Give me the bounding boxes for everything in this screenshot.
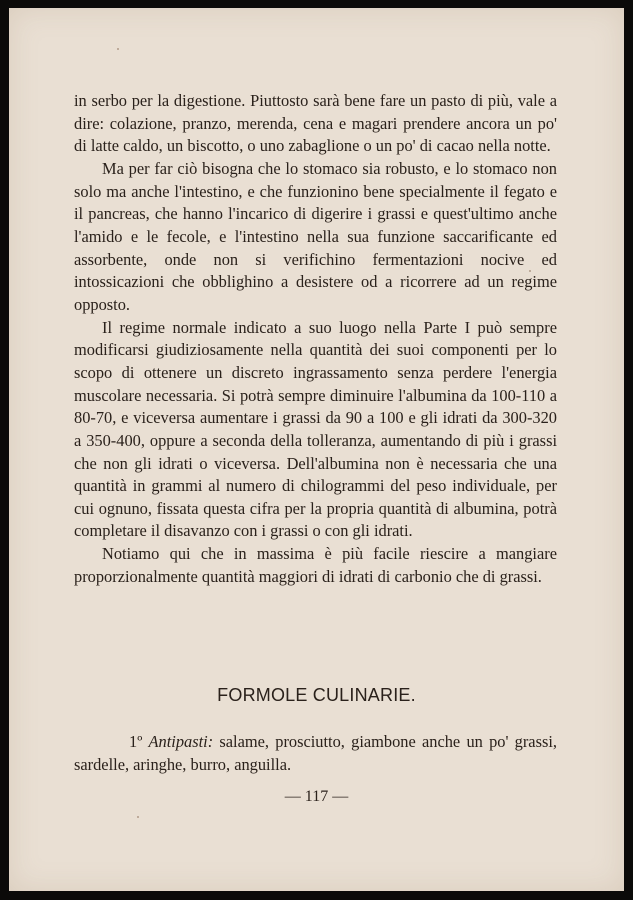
recipe-number: 1º bbox=[129, 732, 143, 751]
section-heading: FORMOLE CULINARIE. bbox=[217, 685, 416, 705]
paper-speck bbox=[117, 48, 119, 50]
recipe-text: salame, prosciutto, giambone anche un po' grassi, sardelle, aringhe, burro, anguilla. bbox=[74, 732, 557, 774]
recipe-label: Antipasti: bbox=[148, 732, 214, 751]
paragraph-3: Il regime normale indicato a suo luogo nella Parte I può sempre modificarsi giudiziosamente nella quantità dei suoi componenti per lo scopo di ottenere un discreto ingrassamento senza perdere l'energia muscolare necessaria. Si potrà sempre diminuire l'albumina da 100-110 a 80-70, e viceversa aumentare i grassi da 90 a 100 e gli idrati da 300-320 a 350-400, oppure a seconda della tolleranza, aumentando di più i grassi che non gli idrati o viceversa. Dell'albumina non è necessaria che una quantità in grammi al numero di chilogrammi del peso individuale, per cui ognuno, fissata questa cifra per la propria quantità di albumina, potrà completare il disavanzo con i grassi o con gli idrati. bbox=[74, 317, 557, 541]
book-page bbox=[9, 8, 624, 891]
paragraph-2: Ma per far ciò bisogna che lo stomaco sia robusto, e lo stomaco non solo ma anche l'intestino, e che funzionino bene specialmente il fegato e il pancreas, che hanno l'incarico di digerire i grassi e quest'ultimo anche l'amido e le fecole, e l'intestino nella sua funzione saccarificante ed assorbente, onde non si verifichino fermentazioni nocive ed intossicazioni che obblighino a desistere od a ricorrere ad un regime opposto. bbox=[74, 158, 557, 314]
recipe-entry bbox=[74, 731, 557, 776]
paragraph-1: in serbo per la digestione. Piuttosto sarà bene fare un pasto di più, vale a dire: colazione, pranzo, merenda, cena e magari prendere ancora un po' di latte caldo, un biscotto, o uno zabaglione o un po' di cacao nella notte. bbox=[74, 91, 557, 156]
paper-speck bbox=[137, 816, 139, 818]
body-text bbox=[74, 90, 557, 588]
page-number: — 117 — bbox=[284, 788, 349, 805]
paragraph-4: Notiamo qui che in massima è più facile riescire a mangiare proporzionalmente quantità maggiori di idrati di carbonio che di grassi. bbox=[74, 544, 557, 586]
paper-speck bbox=[529, 270, 531, 272]
